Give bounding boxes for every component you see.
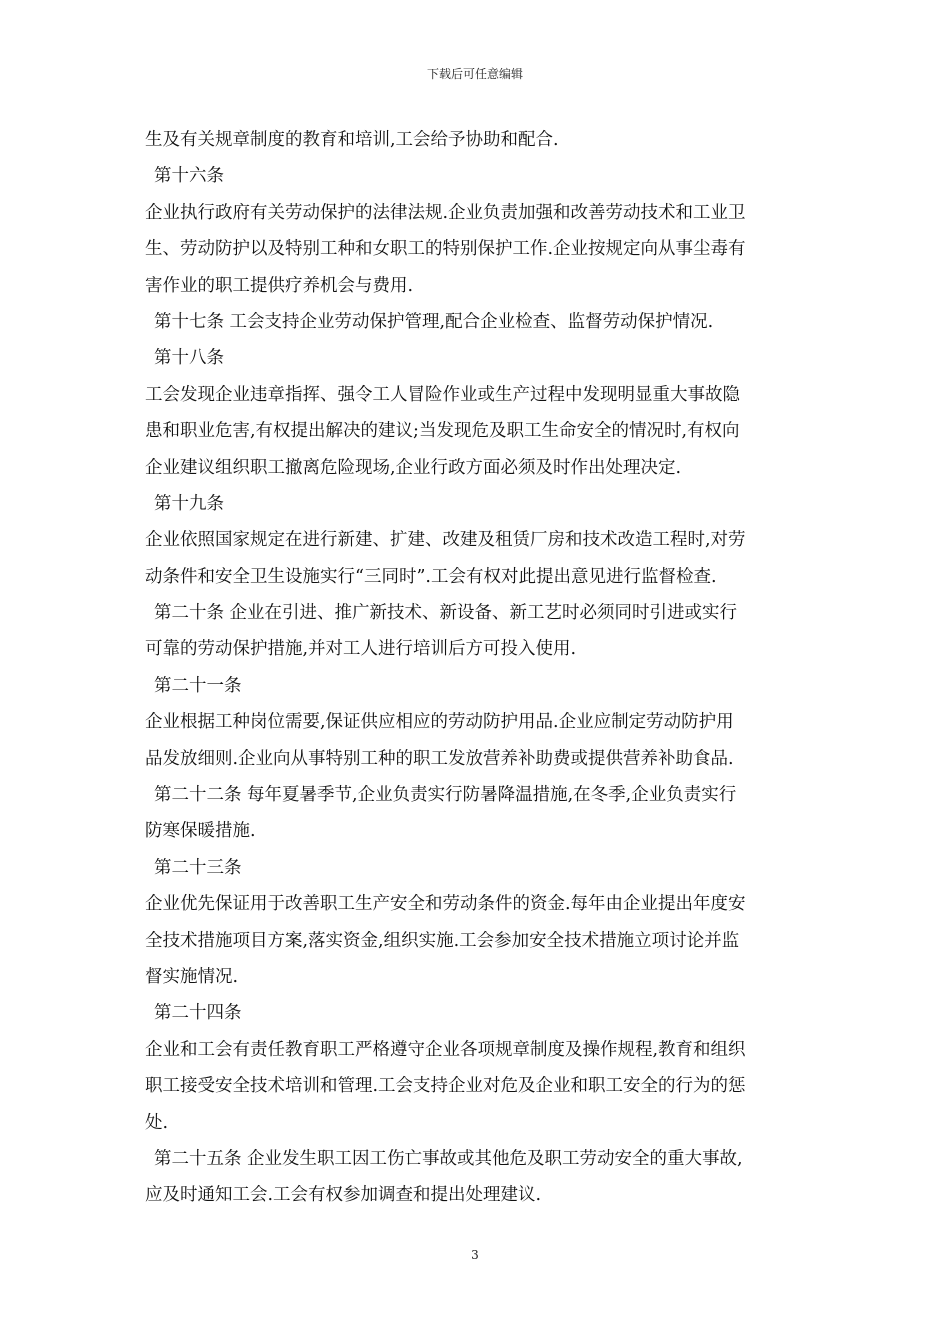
page-header: 下载后可任意编辑 xyxy=(426,67,523,81)
body-text-line: 督实施情况. xyxy=(145,966,239,987)
article-heading-line: 第二十四条 xyxy=(154,1003,242,1024)
article-heading-line: 第二十三条 xyxy=(154,857,242,878)
body-text-line: 生及有关规章制度的教育和培训,工会给予协助和配合. xyxy=(145,130,559,150)
body-text-line: 应及时通知工会.工会有权参加调查和提出处理建议. xyxy=(145,1185,542,1206)
body-text-line: 生、劳动防护以及特别工种和女职工的特别保护工作.企业按规定向从事尘毒有 xyxy=(145,239,746,260)
body-text-line: 患和职业危害,有权提出解决的建议;当发现危及职工生命安全的情况时,有权向 xyxy=(145,421,740,442)
body-text-line: 企业依照国家规定在进行新建、扩建、改建及租赁厂房和技术改造工程时,对劳 xyxy=(145,530,746,551)
body-text-line: 工会发现企业违章指挥、强令工人冒险作业或生产过程中发现明显重大事故隐 xyxy=(145,384,740,405)
body-text-line: 动条件和安全卫生设施实行“三同时”.工会有权对此提出意见进行监督检查. xyxy=(145,566,717,587)
body-text-line: 企业建议组织职工撤离危险现场,企业行政方面必须及时作出处理决定. xyxy=(145,457,682,478)
article-heading-line: 第二十二条 每年夏暑季节,企业负责实行防暑降温措施,在冬季,企业负责实行 xyxy=(154,785,737,806)
body-text-line: 企业和工会有责任教育职工严格遵守企业各项规章制度及操作规程,教育和组织 xyxy=(145,1039,746,1060)
article-heading-line: 第十七条 工会支持企业劳动保护管理,配合企业检查、监督劳动保护情况. xyxy=(154,311,714,332)
body-text-line: 处. xyxy=(145,1112,169,1133)
body-text-line: 企业根据工种岗位需要,保证供应相应的劳动防护用品.企业应制定劳动防护用 xyxy=(145,712,734,733)
body-text-line: 职工接受安全技术培训和管理.工会支持企业对危及企业和职工安全的行为的惩 xyxy=(145,1076,746,1097)
body-text-line: 企业优先保证用于改善职工生产安全和劳动条件的资金.每年由企业提出年度安 xyxy=(145,894,746,915)
page-number: 3 xyxy=(471,1248,479,1262)
body-text-line: 害作业的职工提供疗养机会与费用. xyxy=(145,275,414,296)
body-text-line: 防寒保暖措施. xyxy=(145,821,256,842)
body-text-line: 企业执行政府有关劳动保护的法律法规.企业负责加强和改善劳动技术和工业卫 xyxy=(145,202,746,223)
article-heading-line: 第十九条 xyxy=(154,493,224,514)
article-heading-line: 第二十一条 xyxy=(154,675,242,696)
body-text-line: 全技术措施项目方案,落实资金,组织实施.工会参加安全技术措施立项讨论并监 xyxy=(145,930,740,951)
article-heading-line: 第二十条 企业在引进、推广新技术、新设备、新工艺时必须同时引进或实行 xyxy=(154,603,738,624)
document-body xyxy=(145,122,810,1214)
article-heading-line: 第十八条 xyxy=(154,348,224,369)
article-heading-line: 第十六条 xyxy=(154,166,224,187)
body-text-line: 可靠的劳动保护措施,并对工人进行培训后方可投入使用. xyxy=(145,639,577,660)
article-heading-line: 第二十五条 企业发生职工因工伤亡事故或其他危及职工劳动安全的重大事故, xyxy=(154,1148,743,1169)
body-text-line: 品发放细则.企业向从事特别工种的职工发放营养补助费或提供营养补助食品. xyxy=(145,748,734,769)
